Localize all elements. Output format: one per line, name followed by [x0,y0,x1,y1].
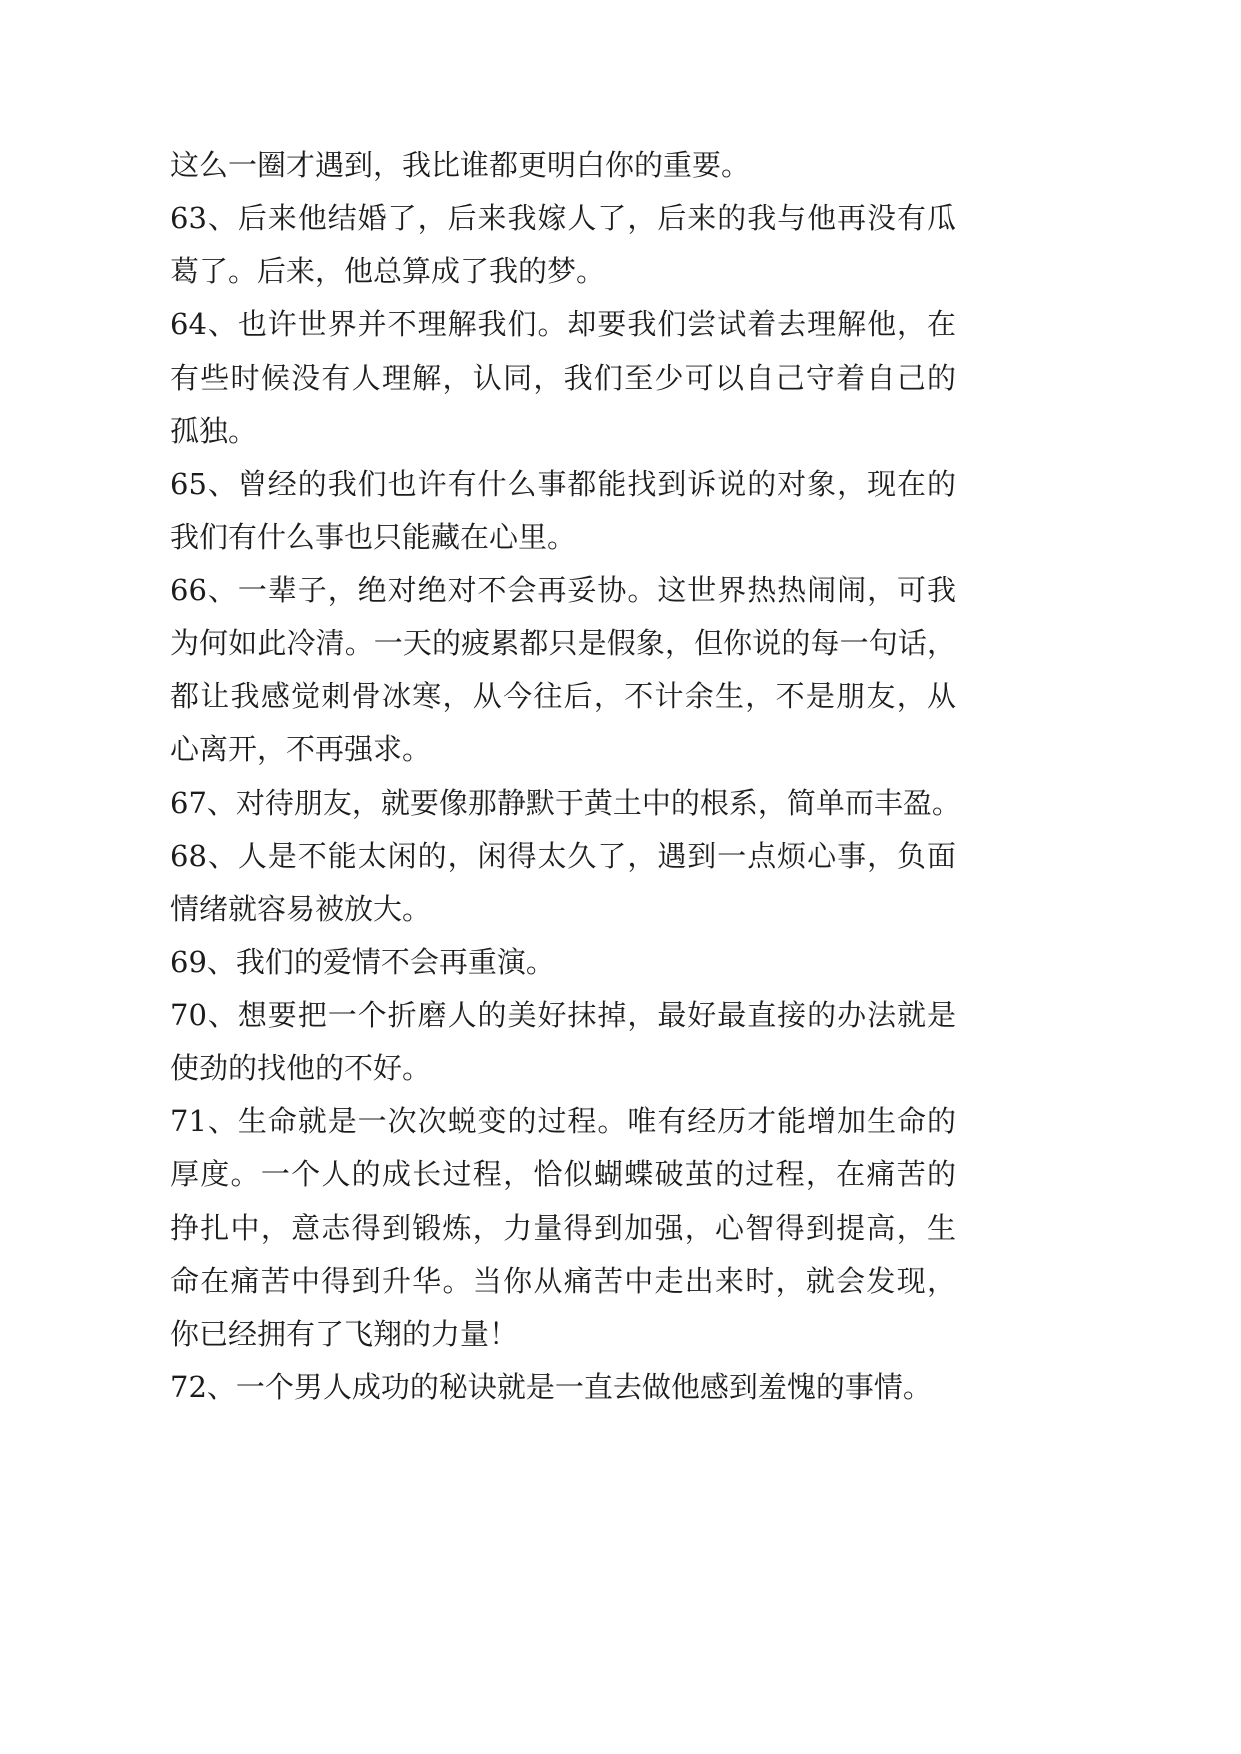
text-line: 71、生命就是一次次蜕变的过程。唯有经历才能增加生命的 [170,1104,956,1139]
text-line: 有些时候没有人理解，认同，我们至少可以自己守着自己的 [170,360,956,395]
text-line: 命在痛苦中得到升华。当你从痛苦中走出来时，就会发现， [170,1263,956,1298]
quote-item-66 [170,564,956,777]
text-line: 65、曾经的我们也许有什么事都能找到诉说的对象，现在的 [170,466,956,501]
text-line: 都让我感觉刺骨冰寒，从今往后，不计余生，不是朋友，从 [170,679,956,714]
text-line: 这么一圈才遇到，我比谁都更明白你的重要。 [170,148,751,182]
text-line: 我们有什么事也只能藏在心里。 [170,519,577,554]
text-line: 69、我们的爱情不会再重演。 [170,944,555,979]
text-line: 孤独。 [170,413,258,448]
text-line: 情绪就容易被放大。 [170,891,432,926]
quote-item-70 [170,989,956,1095]
quote-item-72 [170,1361,956,1414]
text-line: 心离开，不再强求。 [170,732,432,767]
document-body [170,139,961,1414]
quote-item-65 [170,458,956,564]
text-line: 72、一个男人成功的秘诀就是一直去做他感到羞愧的事情。 [170,1369,932,1404]
quote-item-67 [170,777,961,830]
text-line: 你已经拥有了飞翔的力量！ [170,1316,519,1351]
text-line: 为何如此冷清。一天的疲累都只是假象，但你说的每一句话， [170,626,956,661]
paragraph-continued [170,139,956,192]
text-line: 厚度。一个人的成长过程，恰似蝴蝶破茧的过程，在痛苦的 [170,1157,956,1192]
text-line: 使劲的找他的不好。 [170,1051,432,1086]
text-line: 63、后来他结婚了，后来我嫁人了，后来的我与他再没有瓜 [170,201,956,236]
quote-item-68 [170,830,956,936]
text-line: 66、一辈子，绝对绝对不会再妥协。这世界热热闹闹，可我 [170,573,956,607]
text-line: 67、对待朋友，就要像那静默于黄土中的根系，简单而丰盈。 [170,785,961,820]
text-line: 70、想要把一个折磨人的美好抹掉，最好最直接的办法就是 [170,998,956,1032]
quote-item-69 [170,936,956,989]
text-line: 葛了。后来，他总算成了我的梦。 [170,254,606,289]
text-line: 68、人是不能太闲的，闲得太久了，遇到一点烦心事，负面 [170,838,956,873]
text-line: 64、也许世界并不理解我们。却要我们尝试着去理解他，在 [170,307,956,342]
text-line: 挣扎中，意志得到锻炼，力量得到加强，心智得到提高，生 [170,1210,956,1245]
quote-item-63 [170,192,956,298]
quote-item-64 [170,298,956,457]
quote-item-71 [170,1095,956,1361]
